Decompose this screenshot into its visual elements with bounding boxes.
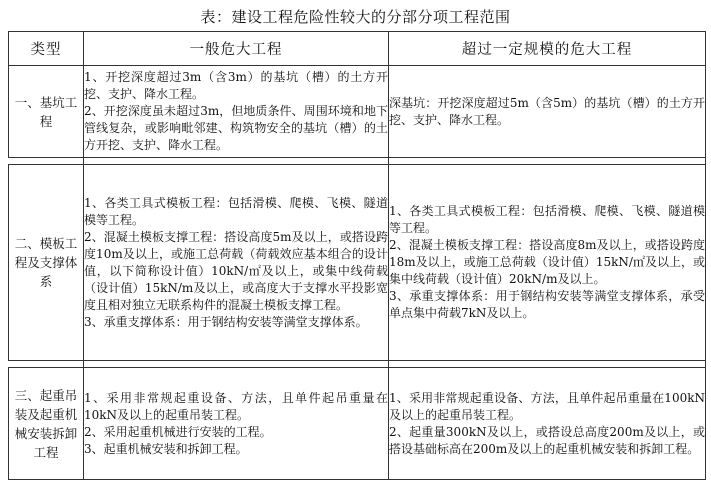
row-separator — [9, 158, 706, 165]
general-item: 1、各类工具式模板工程：包括滑模、爬模、飞模、隧道模等工程。 — [84, 195, 388, 227]
major-item: 深基坑：开挖深度超过5m（含5m）的基坑（槽）的土方开挖、支护、降水工程。 — [389, 95, 705, 127]
major-cell — [389, 368, 706, 480]
major-item: 2、起重量300kN及以上，或搭设总高度200m及以上，或搭设基础标高在200m及以上的起重机械安装和拆卸工程。 — [389, 424, 705, 456]
general-cell — [84, 66, 389, 158]
major-cell — [389, 165, 706, 361]
header-major: 超过一定规模的危大工程 — [389, 32, 706, 66]
major-item: 2、混凝土模板支撑工程：搭设高度8m及以上，或搭设跨度18m及以上，或施工总荷载（设计值）15kN/㎡及以上，或集中线荷载（设计值）20kN/m及以上。 — [389, 238, 705, 286]
table-row — [9, 165, 706, 361]
table-caption: 表：建设工程危险性较大的分部分项工程范围 — [200, 8, 511, 26]
general-item: 2、开挖深度虽未超过3m，但地质条件、周围环境和地下管线复杂，或影响毗邻建、构筑物安全的基坑（槽）的土方开挖、支护、降水工程。 — [84, 104, 388, 152]
row-separator — [9, 361, 706, 368]
general-item: 1、采用非常规起重设备、方法，且单件起吊重量在10kN及以上的起重吊装工程。 — [84, 390, 388, 422]
type-label: 一、基坑工程 — [14, 94, 78, 129]
type-cell — [9, 368, 84, 480]
general-item: 2、混凝土模板支撑工程：搭设高度5m及以上，或搭设跨度10m及以上，或施工总荷载（荷载效应基本组合的设计值，以下简称设计值）10kN/㎡及以上，或集中线荷载（设计值）15kN/m及以上，或高度大于支撑水平投影宽度且相对独立无联系构件的混凝土模板支撑工程。 — [84, 229, 388, 312]
general-item: 1、开挖深度超过3m（含3m）的基坑（槽）的土方开挖、支护、降水工程。 — [84, 70, 388, 101]
general-item: 2、采用起重机械进行安装的工程。 — [84, 424, 272, 439]
major-cell — [389, 66, 706, 158]
general-cell — [84, 368, 389, 480]
general-item: 3、承重支撑体系：用于钢结构安装等满堂支撑体系。 — [84, 314, 368, 329]
type-label: 三、起重吊装及起重机械安装拆卸工程 — [14, 387, 78, 460]
general-item: 3、起重机械安装和拆卸工程。 — [84, 441, 248, 456]
major-item: 1、各类工具式模板工程：包括滑模、爬模、飞模、隧道模等工程。 — [389, 204, 705, 235]
hazard-scope-table — [8, 31, 706, 480]
header-general: 一般危大工程 — [84, 32, 389, 66]
header-type: 类型 — [9, 32, 84, 66]
table-row — [9, 368, 706, 480]
type-cell — [9, 165, 84, 361]
type-cell — [9, 66, 84, 158]
table-row — [9, 66, 706, 158]
general-cell — [84, 165, 389, 361]
major-item: 3、承重支撑体系：用于钢结构安装等满堂支撑体系，承受单点集中荷载7kN及以上。 — [389, 289, 705, 320]
type-label: 二、模板工程及支撑体系 — [14, 236, 78, 289]
header-row — [9, 32, 706, 66]
major-item: 1、采用非常规起重设备、方法，且单件起吊重量在100kN及以上的起重吊装工程。 — [389, 390, 705, 422]
